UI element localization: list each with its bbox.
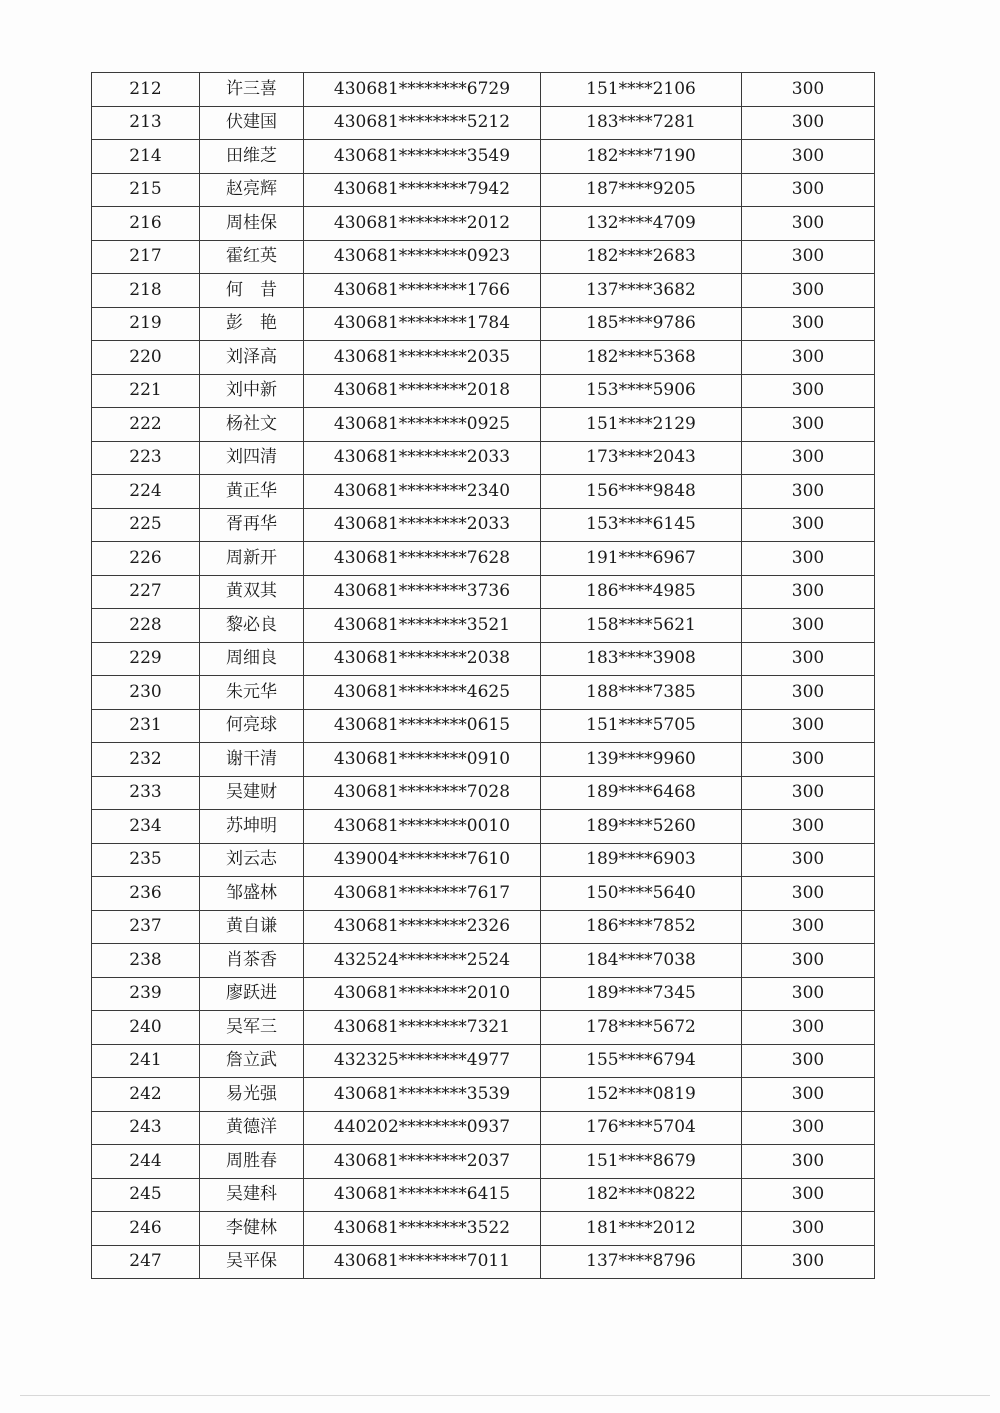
phone-cell: 151****5705 <box>541 709 742 743</box>
table-row <box>92 1245 875 1279</box>
name-cell: 吴建财 <box>200 776 304 810</box>
phone-cell: 182****2683 <box>541 240 742 274</box>
amount-cell: 300 <box>742 73 875 107</box>
id-number-cell: 430681********2012 <box>304 207 541 241</box>
phone-cell: 189****5260 <box>541 810 742 844</box>
table-row <box>92 508 875 542</box>
amount-cell: 300 <box>742 240 875 274</box>
table-row <box>92 374 875 408</box>
id-number-cell: 430681********7942 <box>304 173 541 207</box>
table-row <box>92 776 875 810</box>
name-cell: 胥再华 <box>200 508 304 542</box>
name-cell: 许三喜 <box>200 73 304 107</box>
name-cell: 黄德洋 <box>200 1111 304 1145</box>
table-row <box>92 910 875 944</box>
amount-cell: 300 <box>742 575 875 609</box>
row-number-cell: 238 <box>92 944 200 978</box>
table-row <box>92 676 875 710</box>
row-number-cell: 241 <box>92 1044 200 1078</box>
row-number-cell: 220 <box>92 341 200 375</box>
row-number-cell: 214 <box>92 140 200 174</box>
id-number-cell: 430681********4625 <box>304 676 541 710</box>
id-number-cell: 430681********3522 <box>304 1212 541 1246</box>
row-number-cell: 234 <box>92 810 200 844</box>
table-row <box>92 1178 875 1212</box>
name-cell: 朱元华 <box>200 676 304 710</box>
id-number-cell: 430681********2033 <box>304 441 541 475</box>
id-number-cell: 430681********0925 <box>304 408 541 442</box>
row-number-cell: 228 <box>92 609 200 643</box>
phone-cell: 151****2106 <box>541 73 742 107</box>
row-number-cell: 239 <box>92 977 200 1011</box>
amount-cell: 300 <box>742 877 875 911</box>
row-number-cell: 212 <box>92 73 200 107</box>
amount-cell: 300 <box>742 642 875 676</box>
amount-cell: 300 <box>742 106 875 140</box>
table-row <box>92 475 875 509</box>
id-number-cell: 430681********7028 <box>304 776 541 810</box>
table-row <box>92 106 875 140</box>
table-row <box>92 240 875 274</box>
phone-cell: 139****9960 <box>541 743 742 777</box>
row-number-cell: 219 <box>92 307 200 341</box>
phone-cell: 153****6145 <box>541 508 742 542</box>
id-number-cell: 430681********2038 <box>304 642 541 676</box>
id-number-cell: 430681********2326 <box>304 910 541 944</box>
id-number-cell: 430681********2018 <box>304 374 541 408</box>
table-row <box>92 843 875 877</box>
name-cell: 周桂保 <box>200 207 304 241</box>
amount-cell: 300 <box>742 1111 875 1145</box>
phone-cell: 188****7385 <box>541 676 742 710</box>
phone-cell: 151****2129 <box>541 408 742 442</box>
row-number-cell: 225 <box>92 508 200 542</box>
phone-cell: 189****6468 <box>541 776 742 810</box>
row-number-cell: 229 <box>92 642 200 676</box>
name-cell: 周新开 <box>200 542 304 576</box>
phone-cell: 155****6794 <box>541 1044 742 1078</box>
amount-cell: 300 <box>742 542 875 576</box>
phone-cell: 182****7190 <box>541 140 742 174</box>
row-number-cell: 213 <box>92 106 200 140</box>
name-cell: 田维芝 <box>200 140 304 174</box>
id-number-cell: 430681********7321 <box>304 1011 541 1045</box>
name-cell: 黄正华 <box>200 475 304 509</box>
amount-cell: 300 <box>742 609 875 643</box>
row-number-cell: 232 <box>92 743 200 777</box>
amount-cell: 300 <box>742 341 875 375</box>
row-number-cell: 237 <box>92 910 200 944</box>
table-row <box>92 207 875 241</box>
amount-cell: 300 <box>742 1044 875 1078</box>
amount-cell: 300 <box>742 207 875 241</box>
table-row <box>92 542 875 576</box>
id-number-cell: 430681********0615 <box>304 709 541 743</box>
id-number-cell: 439004********7610 <box>304 843 541 877</box>
phone-cell: 137****8796 <box>541 1245 742 1279</box>
row-number-cell: 242 <box>92 1078 200 1112</box>
id-number-cell: 430681********2035 <box>304 341 541 375</box>
amount-cell: 300 <box>742 776 875 810</box>
name-cell: 吴建科 <box>200 1178 304 1212</box>
id-number-cell: 432524********2524 <box>304 944 541 978</box>
name-cell: 黄自谦 <box>200 910 304 944</box>
amount-cell: 300 <box>742 910 875 944</box>
id-number-cell: 430681********2340 <box>304 475 541 509</box>
table-row <box>92 1145 875 1179</box>
table-row <box>92 341 875 375</box>
subsidy-roster-table <box>91 72 875 1279</box>
phone-cell: 184****7038 <box>541 944 742 978</box>
name-cell: 何亮球 <box>200 709 304 743</box>
name-cell: 肖茶香 <box>200 944 304 978</box>
id-number-cell: 430681********2037 <box>304 1145 541 1179</box>
amount-cell: 300 <box>742 274 875 308</box>
id-number-cell: 430681********1784 <box>304 307 541 341</box>
amount-cell: 300 <box>742 709 875 743</box>
row-number-cell: 216 <box>92 207 200 241</box>
name-cell: 刘泽高 <box>200 341 304 375</box>
phone-cell: 191****6967 <box>541 542 742 576</box>
name-cell: 赵亮辉 <box>200 173 304 207</box>
row-number-cell: 218 <box>92 274 200 308</box>
amount-cell: 300 <box>742 173 875 207</box>
phone-cell: 183****3908 <box>541 642 742 676</box>
row-number-cell: 231 <box>92 709 200 743</box>
name-cell: 吴军三 <box>200 1011 304 1045</box>
amount-cell: 300 <box>742 977 875 1011</box>
id-number-cell: 430681********1766 <box>304 274 541 308</box>
phone-cell: 152****0819 <box>541 1078 742 1112</box>
row-number-cell: 247 <box>92 1245 200 1279</box>
amount-cell: 300 <box>742 508 875 542</box>
scan-edge-line <box>20 1395 990 1396</box>
phone-cell: 185****9786 <box>541 307 742 341</box>
phone-cell: 178****5672 <box>541 1011 742 1045</box>
phone-cell: 132****4709 <box>541 207 742 241</box>
phone-cell: 158****5621 <box>541 609 742 643</box>
id-number-cell: 430681********7011 <box>304 1245 541 1279</box>
amount-cell: 300 <box>742 944 875 978</box>
name-cell: 彭 艳 <box>200 307 304 341</box>
name-cell: 刘云志 <box>200 843 304 877</box>
id-number-cell: 440202********0937 <box>304 1111 541 1145</box>
amount-cell: 300 <box>742 1245 875 1279</box>
row-number-cell: 223 <box>92 441 200 475</box>
phone-cell: 189****7345 <box>541 977 742 1011</box>
id-number-cell: 430681********3521 <box>304 609 541 643</box>
row-number-cell: 245 <box>92 1178 200 1212</box>
table-row <box>92 977 875 1011</box>
name-cell: 黄双其 <box>200 575 304 609</box>
id-number-cell: 430681********0010 <box>304 810 541 844</box>
name-cell: 周细良 <box>200 642 304 676</box>
amount-cell: 300 <box>742 140 875 174</box>
row-number-cell: 246 <box>92 1212 200 1246</box>
table-row <box>92 1111 875 1145</box>
name-cell: 邹盛林 <box>200 877 304 911</box>
table-row <box>92 274 875 308</box>
phone-cell: 137****3682 <box>541 274 742 308</box>
id-number-cell: 430681********2033 <box>304 508 541 542</box>
table-row <box>92 173 875 207</box>
name-cell: 詹立武 <box>200 1044 304 1078</box>
phone-cell: 181****2012 <box>541 1212 742 1246</box>
row-number-cell: 221 <box>92 374 200 408</box>
amount-cell: 300 <box>742 1145 875 1179</box>
name-cell: 谢干清 <box>200 743 304 777</box>
id-number-cell: 430681********6729 <box>304 73 541 107</box>
amount-cell: 300 <box>742 843 875 877</box>
phone-cell: 153****5906 <box>541 374 742 408</box>
id-number-cell: 430681********0923 <box>304 240 541 274</box>
table-row <box>92 1044 875 1078</box>
amount-cell: 300 <box>742 475 875 509</box>
id-number-cell: 430681********3539 <box>304 1078 541 1112</box>
name-cell: 何 昔 <box>200 274 304 308</box>
table-row <box>92 743 875 777</box>
row-number-cell: 244 <box>92 1145 200 1179</box>
table-row <box>92 575 875 609</box>
phone-cell: 150****5640 <box>541 877 742 911</box>
row-number-cell: 230 <box>92 676 200 710</box>
amount-cell: 300 <box>742 676 875 710</box>
name-cell: 霍红英 <box>200 240 304 274</box>
name-cell: 苏坤明 <box>200 810 304 844</box>
table-row <box>92 709 875 743</box>
table-row <box>92 441 875 475</box>
table-row <box>92 1078 875 1112</box>
phone-cell: 176****5704 <box>541 1111 742 1145</box>
table-row <box>92 810 875 844</box>
amount-cell: 300 <box>742 307 875 341</box>
row-number-cell: 236 <box>92 877 200 911</box>
table-row <box>92 944 875 978</box>
roster-table-body <box>92 73 875 1279</box>
name-cell: 易光强 <box>200 1078 304 1112</box>
amount-cell: 300 <box>742 374 875 408</box>
id-number-cell: 430681********7617 <box>304 877 541 911</box>
id-number-cell: 430681********7628 <box>304 542 541 576</box>
phone-cell: 186****7852 <box>541 910 742 944</box>
row-number-cell: 235 <box>92 843 200 877</box>
amount-cell: 300 <box>742 1212 875 1246</box>
table-row <box>92 1011 875 1045</box>
name-cell: 廖跃进 <box>200 977 304 1011</box>
id-number-cell: 432325********4977 <box>304 1044 541 1078</box>
phone-cell: 187****9205 <box>541 173 742 207</box>
name-cell: 周胜春 <box>200 1145 304 1179</box>
table-row <box>92 307 875 341</box>
row-number-cell: 217 <box>92 240 200 274</box>
table-row <box>92 140 875 174</box>
amount-cell: 300 <box>742 1178 875 1212</box>
table-row <box>92 73 875 107</box>
phone-cell: 151****8679 <box>541 1145 742 1179</box>
table-row <box>92 408 875 442</box>
phone-cell: 183****7281 <box>541 106 742 140</box>
id-number-cell: 430681********5212 <box>304 106 541 140</box>
id-number-cell: 430681********3549 <box>304 140 541 174</box>
table-row <box>92 1212 875 1246</box>
name-cell: 吴平保 <box>200 1245 304 1279</box>
row-number-cell: 240 <box>92 1011 200 1045</box>
row-number-cell: 222 <box>92 408 200 442</box>
id-number-cell: 430681********6415 <box>304 1178 541 1212</box>
name-cell: 刘四清 <box>200 441 304 475</box>
id-number-cell: 430681********2010 <box>304 977 541 1011</box>
amount-cell: 300 <box>742 1011 875 1045</box>
name-cell: 杨社文 <box>200 408 304 442</box>
row-number-cell: 227 <box>92 575 200 609</box>
amount-cell: 300 <box>742 408 875 442</box>
amount-cell: 300 <box>742 810 875 844</box>
row-number-cell: 233 <box>92 776 200 810</box>
name-cell: 伏建国 <box>200 106 304 140</box>
name-cell: 李健林 <box>200 1212 304 1246</box>
id-number-cell: 430681********0910 <box>304 743 541 777</box>
table-row <box>92 609 875 643</box>
row-number-cell: 243 <box>92 1111 200 1145</box>
name-cell: 刘中新 <box>200 374 304 408</box>
id-number-cell: 430681********3736 <box>304 575 541 609</box>
amount-cell: 300 <box>742 1078 875 1112</box>
phone-cell: 182****0822 <box>541 1178 742 1212</box>
phone-cell: 173****2043 <box>541 441 742 475</box>
phone-cell: 186****4985 <box>541 575 742 609</box>
row-number-cell: 215 <box>92 173 200 207</box>
amount-cell: 300 <box>742 441 875 475</box>
amount-cell: 300 <box>742 743 875 777</box>
phone-cell: 156****9848 <box>541 475 742 509</box>
table-row <box>92 642 875 676</box>
phone-cell: 182****5368 <box>541 341 742 375</box>
row-number-cell: 224 <box>92 475 200 509</box>
name-cell: 黎必良 <box>200 609 304 643</box>
phone-cell: 189****6903 <box>541 843 742 877</box>
table-row <box>92 877 875 911</box>
row-number-cell: 226 <box>92 542 200 576</box>
